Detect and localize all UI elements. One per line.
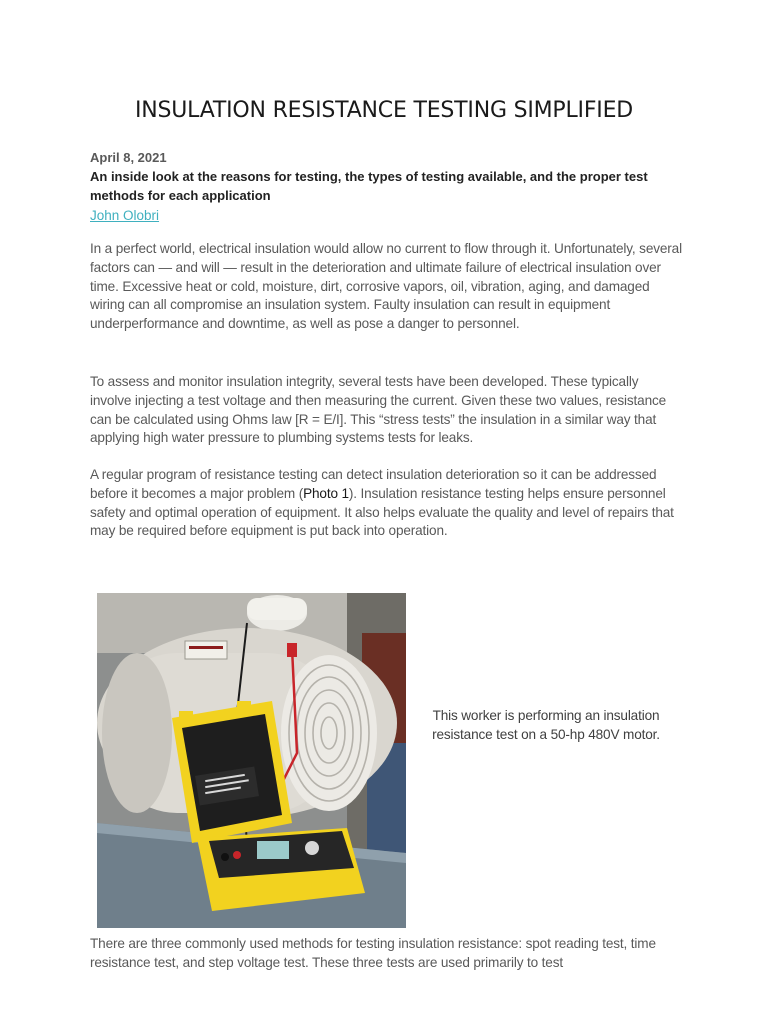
article-title: INSULATION RESISTANCE TESTING SIMPLIFIED bbox=[134, 98, 634, 123]
photo-reference: Photo 1 bbox=[303, 485, 349, 501]
photo-caption: This worker is performing an insulation resistance test on a 50-hp 480V motor. bbox=[432, 708, 660, 742]
article-subtitle: An inside look at the reasons for testing, the types of testing available, and the proper test methods for each application bbox=[90, 169, 648, 203]
publish-date: April 8, 2021 bbox=[90, 150, 167, 165]
paragraph-methods: There are three commonly used methods for testing insulation resistance: spot reading test, time resistance test, and step voltage test. These three tests are used primarily to test bbox=[90, 936, 656, 970]
paragraph-program bbox=[90, 466, 682, 541]
paragraph-tests: To assess and monitor insulation integrity, several tests have been developed. These typically involve injecting a test voltage and then measuring the current. Given these two values, resistance can be calculated using Ohms law [R = E/I]. This “stress tests” the insulation in a similar way that applying high water pressure to plumbing systems tests for leaks. bbox=[90, 374, 667, 446]
author-link[interactable]: John Olobri bbox=[90, 208, 160, 223]
article-meta bbox=[90, 149, 680, 226]
paragraph-program-text-2: ). Insulation resistance testing helps ensure personnel safety and optimal operation of equipment. It also helps evaluate the quality and level of repairs that may be required before equipment is put back into operation. bbox=[90, 485, 674, 539]
paragraph-program-text-1: A regular program of resistance testing can detect insulation deterioration so it can be addressed before it becomes a major problem ( bbox=[90, 467, 657, 501]
paragraph-intro: In a perfect world, electrical insulation would allow no current to flow through it. Unfortunately, several factors can — and will — result in the deterioration and ultimate failure of electrical insulation over time. Excessive heat or cold, moisture, dirt, corrosive vapors, oil, vibration, aging, and damaged wiring can all compromise an insulation system. Faulty insulation can result in equipment underperformance and downtime, as well as pose a danger to personnel. bbox=[90, 241, 682, 332]
motor-test-photo bbox=[97, 593, 406, 928]
